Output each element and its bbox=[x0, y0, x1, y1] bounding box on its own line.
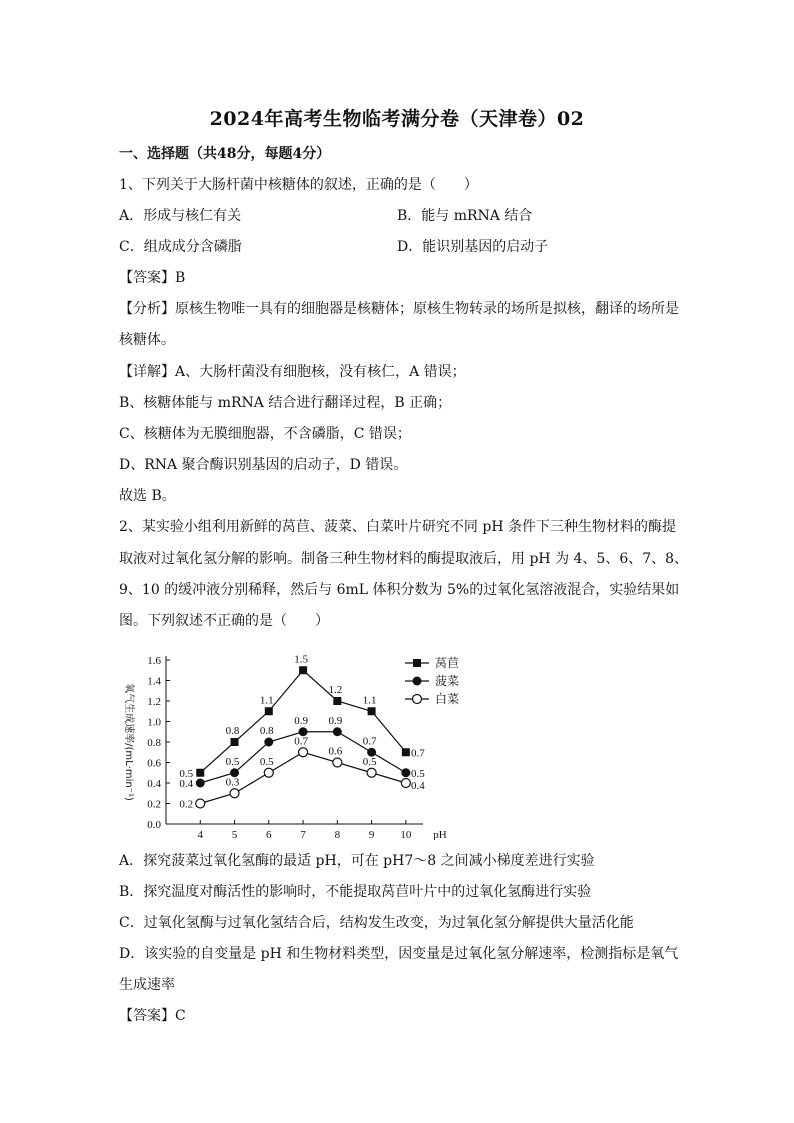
y-tick-label: 0.2 bbox=[147, 798, 161, 811]
data-label: 1.2 bbox=[328, 684, 343, 696]
legend-label: 白菜 bbox=[435, 692, 460, 706]
q2-stem-line-4: 图。下列叙述不正确的是（ ） bbox=[119, 613, 329, 629]
data-point bbox=[196, 799, 205, 808]
q1-analysis-line-1: 【分析】原核生物唯一具有的细胞器是核糖体；原核生物转录的场所是拟核，翻译的场所是 bbox=[119, 301, 679, 317]
q2-option-d-line-2: 生成速率 bbox=[119, 977, 175, 993]
q1-detail-line-3: C、核糖体为无膜细胞器，不含磷脂，C 错误； bbox=[119, 426, 411, 442]
chart-svg bbox=[113, 640, 473, 840]
y-tick-label: 1.0 bbox=[147, 716, 161, 729]
data-point bbox=[265, 707, 273, 715]
data-label: 1.5 bbox=[294, 653, 308, 666]
x-tick-label: 10 bbox=[400, 829, 412, 840]
x-tick-label: 9 bbox=[368, 829, 375, 840]
data-point bbox=[367, 768, 376, 777]
ph-rate-chart bbox=[113, 640, 473, 840]
page-title: 2024年高考生物临考满分卷（天津卷）02 bbox=[209, 108, 585, 130]
q2-option-c: C．过氧化氢酶与过氧化氢结合后，结构发生改变，为过氧化氢分解提供大量活化能 bbox=[119, 915, 634, 931]
q1-analysis-line-2: 核糖体。 bbox=[119, 332, 175, 348]
y-tick-label: 1.2 bbox=[147, 696, 161, 708]
data-label: 0.2 bbox=[179, 798, 194, 811]
q1-stem: 1、下列关于大肠杆菌中核糖体的叙述，正确的是（ ） bbox=[119, 177, 478, 193]
x-tick-label: 5 bbox=[231, 829, 238, 840]
data-point bbox=[264, 738, 273, 747]
data-label: 1.1 bbox=[362, 694, 377, 707]
data-point bbox=[264, 768, 273, 777]
data-label: 0.9 bbox=[294, 714, 308, 727]
x-tick-label: 6 bbox=[266, 829, 272, 840]
y-tick-label: 1.6 bbox=[147, 655, 161, 667]
q1-option-b: B．能与 mRNA 结合 bbox=[397, 208, 533, 224]
data-point bbox=[196, 779, 205, 788]
data-point bbox=[230, 789, 239, 798]
legend-marker bbox=[413, 659, 421, 667]
y-tick-label: 0.6 bbox=[147, 757, 161, 770]
q1-option-d: D．能识别基因的启动子 bbox=[397, 239, 549, 255]
data-label: 0.5 bbox=[179, 767, 194, 780]
data-point bbox=[231, 738, 239, 746]
legend-label: 菠菜 bbox=[435, 674, 460, 688]
x-tick-label: 8 bbox=[334, 829, 341, 840]
q1-option-a: A．形成与核仁有关 bbox=[119, 208, 242, 224]
data-label: 0.8 bbox=[259, 725, 274, 737]
data-label: 0.4 bbox=[410, 780, 425, 792]
y-tick-label: 1.4 bbox=[147, 675, 161, 688]
y-tick-label: 0.4 bbox=[147, 778, 161, 790]
q2-option-a: A．探究菠菜过氧化氢酶的最适 pH，可在 pH7～8 之间减小梯度差进行实验 bbox=[119, 853, 595, 869]
data-label: 0.7 bbox=[410, 747, 425, 760]
q2-option-b: B．探究温度对酶活性的影响时，不能提取莴苣叶片中的过氧化氢酶进行实验 bbox=[119, 884, 592, 900]
q2-option-d-line-1: D．该实验的自变量是 pH 和生物材料类型，因变量是过氧化氢分解速率，检测指标是氧气 bbox=[119, 946, 679, 962]
q2-answer: 【答案】C bbox=[119, 1008, 186, 1024]
y-tick-label: 0.0 bbox=[147, 819, 161, 831]
data-label: 0.5 bbox=[259, 755, 274, 768]
data-label: 0.6 bbox=[328, 745, 343, 758]
legend-marker bbox=[413, 677, 422, 686]
q1-answer: 【答案】B bbox=[119, 270, 186, 286]
x-axis-title: pH bbox=[433, 829, 447, 840]
data-label: 1.1 bbox=[259, 694, 274, 707]
y-tick-label: 0.8 bbox=[147, 737, 161, 749]
data-point bbox=[401, 779, 410, 788]
q2-stem-line-3: 9、10 的缓冲液分别稀释，然后与 6mL 体积分数为 5%的过氧化氢溶液混合，实验结果如 bbox=[119, 582, 680, 598]
legend-label: 莴苣 bbox=[435, 656, 460, 670]
data-label: 0.7 bbox=[294, 735, 308, 748]
data-point bbox=[299, 666, 307, 674]
data-point bbox=[299, 748, 308, 757]
q2-stem-line-1: 2、某实验小组利用新鲜的莴苣、菠菜、白菜叶片研究不同 pH 条件下三种生物材料的酶提 bbox=[119, 519, 676, 535]
q2-stem-line-2: 取液对过氧化氢分解的影响。制备三种生物材料的酶提取液后，用 pH 为 4、5、6、7、8、 bbox=[119, 551, 689, 567]
data-label: 0.9 bbox=[328, 714, 343, 727]
y-axis-title: 氧气生成速率/(mL·min⁻¹) bbox=[123, 683, 134, 801]
data-label: 0.7 bbox=[362, 735, 377, 748]
data-point bbox=[368, 707, 376, 715]
data-point bbox=[401, 768, 410, 777]
data-label: 0.8 bbox=[225, 725, 240, 737]
x-tick-label: 7 bbox=[300, 829, 306, 840]
data-point bbox=[333, 758, 342, 767]
data-point bbox=[402, 748, 410, 756]
data-point bbox=[333, 727, 342, 736]
data-label: 0.5 bbox=[225, 755, 240, 768]
q1-detail-line-1: 【详解】A、大肠杆菌没有细胞核，没有核仁，A 错误； bbox=[119, 364, 466, 380]
q1-detail-line-2: B、核糖体能与 mRNA 结合进行翻译过程，B 正确； bbox=[119, 395, 452, 411]
data-label: 0.5 bbox=[362, 755, 377, 768]
legend-marker bbox=[413, 695, 422, 704]
data-label: 0.3 bbox=[225, 776, 240, 789]
q1-option-c: C．组成成分含磷脂 bbox=[119, 239, 242, 255]
data-point bbox=[333, 697, 341, 705]
q1-detail-line-4: D、RNA 聚合酶识别基因的启动子，D 错误。 bbox=[119, 457, 408, 473]
data-label: 0.4 bbox=[179, 778, 194, 790]
section-heading: 一、选择题（共48分，每题4分） bbox=[119, 146, 331, 162]
data-label: 0.5 bbox=[410, 767, 425, 780]
x-tick-label: 4 bbox=[197, 829, 204, 840]
data-point bbox=[196, 769, 204, 777]
q1-conclusion: 故选 B。 bbox=[119, 488, 176, 504]
